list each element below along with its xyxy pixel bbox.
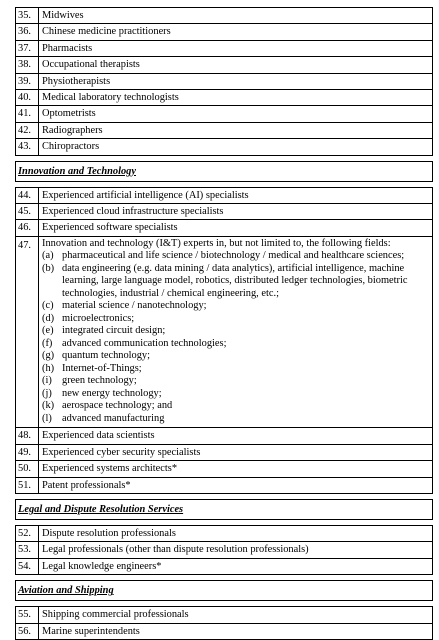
table-row [16, 461, 433, 477]
table-row [16, 558, 433, 574]
it-field-item [42, 263, 432, 301]
row-profession: Chinese medicine practitioners [39, 24, 433, 40]
row-number: 37. [16, 40, 39, 56]
row-number: 41. [16, 106, 39, 122]
table-row [16, 73, 433, 89]
it-field-item [42, 400, 432, 413]
it-field-letter: (i) [42, 375, 52, 387]
table-row [16, 24, 433, 40]
row-number: 43. [16, 139, 39, 155]
row-number: 45. [16, 204, 39, 220]
row-number: 54. [16, 558, 39, 574]
it-field-letter: (h) [42, 362, 55, 374]
it-field-item [42, 350, 432, 363]
row-number: 50. [16, 461, 39, 477]
row-profession: Marine superintendents [39, 623, 433, 639]
row-profession: Legal knowledge engineers* [39, 558, 433, 574]
table-row [16, 8, 433, 24]
it-field-text: new energy technology; [62, 387, 162, 399]
row-profession: Radiographers [39, 122, 433, 138]
it-field-letter: (j) [42, 387, 52, 399]
row-number: 38. [16, 57, 39, 73]
row-profession: Pharmacists [39, 40, 433, 56]
talent-list-table [15, 7, 433, 640]
it-field-letter: (f) [42, 337, 53, 349]
row-it-intro: Innovation and technology (I&T) experts in, but not limited to, the following fields: [42, 237, 391, 249]
section-title: Legal and Dispute Resolution Services [18, 504, 184, 515]
row-profession: Midwives [39, 8, 433, 24]
row-number: 53. [16, 542, 39, 558]
it-fields-list [42, 250, 432, 425]
it-field-text: aerospace technology; and [62, 400, 173, 412]
row-number: 52. [16, 526, 39, 542]
it-field-letter: (g) [42, 350, 55, 362]
it-field-text: advanced communication technologies; [62, 337, 227, 349]
it-field-text: material science / nanotechnology; [62, 300, 207, 312]
row-profession: Dispute resolution professionals [39, 526, 433, 542]
section-heading-aviation [16, 581, 433, 601]
table-row [16, 477, 433, 493]
it-field-item [42, 338, 432, 351]
row-profession: Chiropractors [39, 139, 433, 155]
row-number: 46. [16, 220, 39, 236]
it-field-text: Internet-of-Things; [62, 362, 142, 374]
row-number: 55. [16, 607, 39, 623]
table-row [16, 607, 433, 623]
table-row [16, 220, 433, 236]
section-title: Aviation and Shipping [18, 585, 114, 597]
it-field-text: quantum technology; [62, 350, 151, 362]
table-row-it-experts [16, 236, 433, 428]
row-number: 40. [16, 90, 39, 106]
it-field-letter: (b) [42, 262, 55, 274]
it-field-item [42, 413, 432, 426]
it-field-item [42, 313, 432, 326]
row-profession: Optometrists [39, 106, 433, 122]
table-row [16, 526, 433, 542]
row-number: 39. [16, 73, 39, 89]
it-field-item [42, 388, 432, 401]
table-row [16, 106, 433, 122]
row-profession: Experienced cyber security specialists [39, 444, 433, 460]
table-row [16, 139, 433, 155]
it-field-text: green technology; [62, 375, 137, 387]
row-profession: Medical laboratory technologists [39, 90, 433, 106]
it-field-text: advanced manufacturing [62, 412, 165, 424]
it-field-letter: (c) [42, 300, 54, 312]
it-field-letter: (d) [42, 312, 55, 324]
it-field-item [42, 325, 432, 338]
table-row [16, 428, 433, 444]
it-field-letter: (a) [42, 250, 54, 262]
table-row [16, 444, 433, 460]
row-number: 44. [16, 187, 39, 203]
row-number: 56. [16, 623, 39, 639]
row-profession: Experienced artificial intelligence (AI) specialists [39, 187, 433, 203]
it-field-item [42, 375, 432, 388]
section-heading-innovation [16, 161, 433, 181]
it-field-letter: (e) [42, 325, 54, 337]
table-row [16, 40, 433, 56]
row-number: 47. [16, 236, 39, 428]
table-row [16, 187, 433, 203]
table-row [16, 542, 433, 558]
row-profession: Patent professionals* [39, 477, 433, 493]
row-profession: Experienced data scientists [39, 428, 433, 444]
row-profession: Experienced software specialists [39, 220, 433, 236]
it-field-item [42, 363, 432, 376]
row-number: 35. [16, 8, 39, 24]
section-heading-legal [16, 500, 433, 520]
row-number: 51. [16, 477, 39, 493]
table-row [16, 204, 433, 220]
table-row [16, 623, 433, 639]
row-number: 42. [16, 122, 39, 138]
talent-list-document [15, 7, 432, 640]
table-row [16, 90, 433, 106]
it-field-item [42, 300, 432, 313]
row-profession: Shipping commercial professionals [39, 607, 433, 623]
it-field-letter: (l) [42, 412, 52, 424]
row-it-fields [39, 236, 433, 428]
it-field-text: data engineering (e.g. data mining / data analytics), artificial intelligence, machine learning, large language model, robotics, distributed ledger technologies, biometric technologies, industrial / chemical engineering, etc.; [62, 262, 408, 299]
it-field-text: pharmaceutical and life science / biotechnology / medical and healthcare sciences; [62, 250, 405, 262]
row-profession: Experienced systems architects* [39, 461, 433, 477]
table-row [16, 57, 433, 73]
it-field-text: microelectronics; [62, 312, 135, 324]
it-field-item [42, 250, 432, 263]
row-profession: Occupational therapists [39, 57, 433, 73]
row-profession: Experienced cloud infrastructure specialists [39, 204, 433, 220]
row-number: 48. [16, 428, 39, 444]
it-field-letter: (k) [42, 400, 55, 412]
it-field-text: integrated circuit design; [62, 325, 166, 337]
table-row [16, 122, 433, 138]
row-number: 49. [16, 444, 39, 460]
section-title: Innovation and Technology [18, 165, 136, 177]
row-number: 36. [16, 24, 39, 40]
row-profession: Physiotherapists [39, 73, 433, 89]
row-profession: Legal professionals (other than dispute resolution professionals) [39, 542, 433, 558]
